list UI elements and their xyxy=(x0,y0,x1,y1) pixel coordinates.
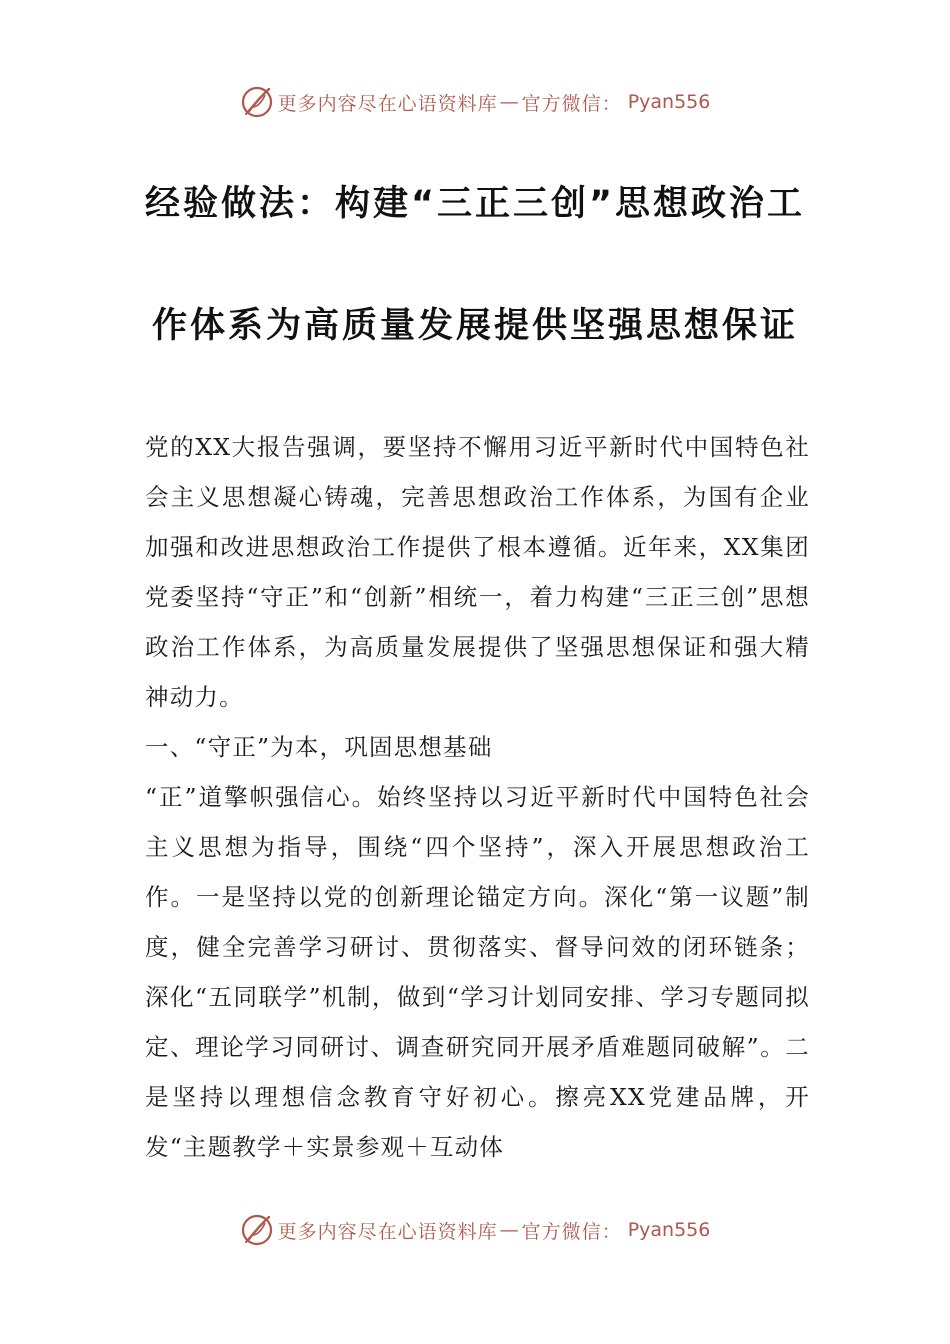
watermark-label: 官方微信： xyxy=(521,92,622,115)
section-heading: 一、“守正”为本，巩固思想基础 xyxy=(145,733,493,761)
document-title-line-1: 经验做法：构建“三正三创”思想政治工 xyxy=(144,184,805,224)
watermark-text: 更多内容尽在心语资料库 xyxy=(277,92,498,115)
watermark-label: 官方微信： xyxy=(521,1220,622,1243)
watermark-wechat-id: Pyan556 xyxy=(627,91,711,113)
watermark-footer xyxy=(0,1212,950,1248)
watermark-header xyxy=(0,84,950,120)
quill-logo-icon xyxy=(240,85,274,119)
section-paragraph: “正”道擎帜强信心。始终坚持以习近平新时代中国特色社会主义思想为指导，围绕“四个坚持”，深入开展思想政治工作。一是坚持以党的创新理论锚定方向。深化“第一议题”制度，健全完善学习研讨、贯彻落实、督导问效的闭环链条；深化“五同联学”机制，做到“学习计划同安排、学习专题同拟定、理论学习同研讨、调查研究同开展矛盾难题同破解”。二是坚持以理想信念教育守好初心。擦亮XX党建品牌，开发“主题教学＋实景参观＋互动体 xyxy=(145,783,810,1161)
intro-paragraph: 党的XX大报告强调，要坚持不懈用习近平新时代中国特色社会主义思想凝心铸魂，完善思想政治工作体系，为国有企业加强和改进思想政治工作提供了根本遵循。近年来，XX集团党委坚持“守正”和“创新”相统一，着力构建“三正三创”思想政治工作体系，为高质量发展提供了坚强思想保证和强大精神动力。 xyxy=(145,433,810,711)
document-body xyxy=(145,422,810,1172)
watermark-separator: — xyxy=(499,1219,520,1241)
watermark-text: 更多内容尽在心语资料库 xyxy=(277,1220,498,1243)
quill-logo-icon xyxy=(240,1213,274,1247)
watermark-wechat-id: Pyan556 xyxy=(627,1219,711,1241)
watermark-separator: — xyxy=(499,91,520,113)
document-title-line-2: 作体系为高质量发展提供坚强思想保证 xyxy=(151,306,798,346)
